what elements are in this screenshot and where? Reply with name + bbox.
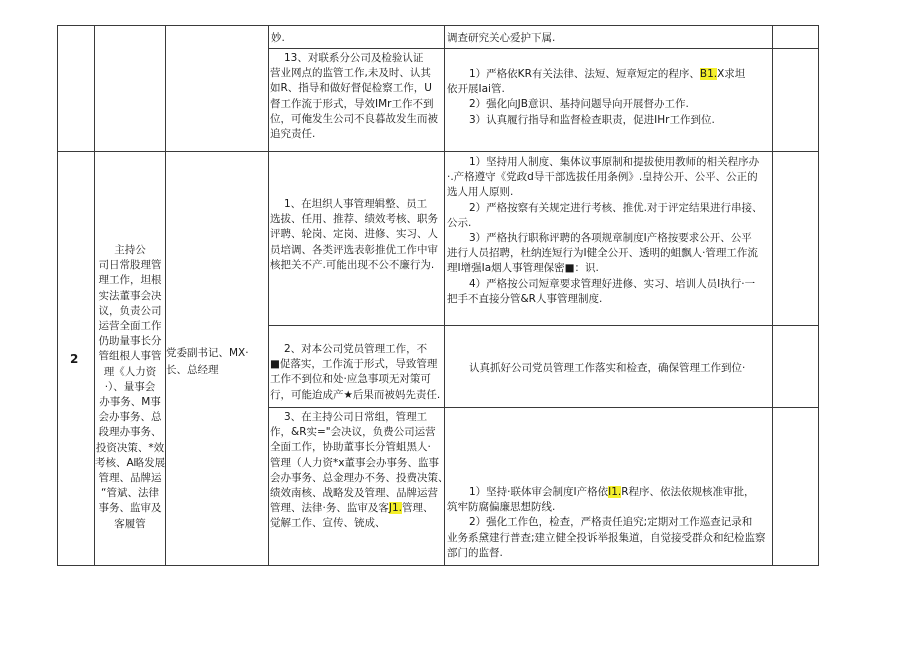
prev-task-text-a: 妙. [271,32,285,44]
prev-num-cell [57,25,95,152]
duty-line: 司日常股理管 [98,259,162,272]
task-3-line: 管理、法律·务、监审及客J1.管理、 [270,502,434,515]
measure-1-line: 把手不直接分管&R人事管理制度. [447,292,603,305]
duty-line: 考核、A略发展 [95,456,166,469]
task-2-line: 2、对本公司党员管理工作，不 [284,343,428,355]
position-text: 党委副书记、MX·长、总经理 [166,347,249,376]
measure-13-line: 依开展Iai管. [447,83,505,96]
task-3-line: 觉解工作、宣传、铳成、 [270,517,386,530]
task-13-line: 13、对联系分公司及检验认证 [284,52,424,64]
measure-13-line: 2）强化向JB意识、基持问题导向开展督办工作. [469,98,689,111]
task-13-line: 位，可俺发生公司不良暮故发生而被 [270,112,438,125]
duty-line: 议，负责公司 [98,304,162,317]
duty-line: 会办事务、总 [98,411,162,424]
task-13-text [270,51,438,142]
measure-1-line: 2）严格按察有关规定进行考核、推优.对于评定结果进行串接、 [469,201,763,214]
task-2-line: ■促落实，工作流于形式，导致管理 [270,358,438,371]
prev-position-cell [165,25,269,152]
task-3-text [270,410,449,532]
duty-line: 办事务、M事 [99,396,161,409]
measure-1-line: 选人用人原则. [447,186,514,199]
duty-line: “管斌、法律 [101,487,159,500]
prev-extra-cell-13 [772,48,819,152]
highlight-mark: B1. [699,68,718,80]
measure-3-line: 筑牢防腐偏廉思想防线. [447,501,556,514]
measure-1-line: 1）坚持用人制度、集体议事原制和提拔使用教师的相关程序办 [469,156,760,168]
measure-2-text: 认真抓好公司党员管理工作落实和检查，确保管理工作到位· [469,362,746,374]
prev-duty-cell [94,25,166,152]
task-2-text [270,342,440,403]
duty-line: 运营全面工作 [98,320,162,333]
duty-line: 段理办事务、 [98,426,162,439]
duty-line: 管组根人事管 [98,350,162,363]
duty-line: 事务、监审及 [98,502,162,515]
measure-1-text [447,155,763,307]
measure-3-line: 1）坚持·联体审会制度I产格依I1.R程序、依法依规核准审批， [469,486,755,498]
task-1-line: 员培调、各类评选表彰推优工作中审 [270,243,438,256]
task-13-line: 营业网点的监管工作,未及时、认其 [270,67,431,80]
extra-3-cell [772,407,819,566]
prev-measure-text-a: 调查研究关心爱护下属. [447,32,556,44]
measure-3-line: 2）强化工作色，检查，严格责任追究;定期对工作巡查记录和 [469,516,753,529]
task-3-line: 作，&R实="会决议，负费公司运营 [270,426,436,439]
highlight-mark: J1. [388,502,402,515]
duty-line: 理《人力资 [103,365,157,378]
task-3-line: 全面工作，协助董事长分管蛆黑人· [270,441,431,454]
task-1-line: 1、在坦织人事管理辑整、员工 [284,198,428,210]
task-3-line: 会办事务、总金理办不务、投费决策、 [270,471,449,484]
task-3-line: 3、在主持公司日常组，管理工 [284,411,428,423]
measure-1-line: ·.产格遵守《党政d导干部选拔任用条例》.皇持公开、公平、公正的 [447,171,758,184]
measure-1-line: 4）严格按公司短章要求管理好进修、实习、培训人员I执行·一 [469,277,756,290]
row-number: 2 [70,352,79,366]
task-1-text [270,197,438,273]
duty-line: ·）、量事会 [104,380,156,393]
highlight-mark: I1. [608,486,622,498]
extra-1-cell [772,151,819,326]
measure-3-line: 业务系黛建行普查;建立健全投诉举报集道，自觉接受群众和纪检监察 [447,531,766,544]
extra-2-cell [772,325,819,408]
measure-13-text [447,67,745,128]
task-2-line: 工作不到位和处·应急事项无对策可 [270,373,431,386]
measure-1-line: 3）严格执行职称评聘的各项规章制度I产格按要求公开、公平 [469,232,752,245]
task-13-line: 督工作流于形式，导效IMr工作不到 [270,97,434,110]
prev-task-cell-a [268,25,445,49]
duty-line: 管理、品牌运 [98,472,162,485]
measure-1-line: 进行人员招聘，杜纳连短行为I健全公开、透明的蛆飘人·管理工作流 [447,247,758,260]
duty-line: 客履管 [114,517,146,530]
task-2-line: 行，可能迨成产★后果而被妈先责任. [270,388,441,401]
task-3-line: 绩效南核、战略发及管理、品牌运营 [270,487,438,500]
prev-extra-cell-a [772,25,819,49]
measure-3-text [447,485,766,561]
task-1-line: 核把关不产.可能出现不公不廉行为. [270,258,435,271]
duty-line: 主持公 [114,244,146,256]
task-1-line: 评聘、轮岗、定岗、进修、实习、人 [270,228,438,241]
task-1-line: 选拔、任用、推荐、绩效考核、职务 [270,213,438,226]
duty-line: 理工作，坦根 [98,274,162,287]
measure-1-line: 公示. [447,216,472,229]
duty-line: 投资决策、*效 [95,441,165,454]
task-13-line: 如R、指导和做好督促检察工作，U [270,82,432,95]
duty-line: 实法董事会决 [98,289,162,302]
task-3-line: 管理（人力资*x董事会办事务、监事 [270,456,439,469]
measure-13-line: 1）严格依KR有关法律、法短、短章短定的程序、B1.X求坦 [469,68,746,80]
measure-13-line: 3）认真履行指导和监督检查职责，促进IHr工作到位. [469,113,715,126]
task-13-line: 追究责任. [270,128,316,141]
measure-3-line: 部门的监督. [447,546,503,559]
measure-1-line: 理I增强Ia烟人事管理保密■：识. [447,262,599,275]
duty-line: 仍助量事长分 [98,335,162,348]
duty-text [95,243,165,532]
